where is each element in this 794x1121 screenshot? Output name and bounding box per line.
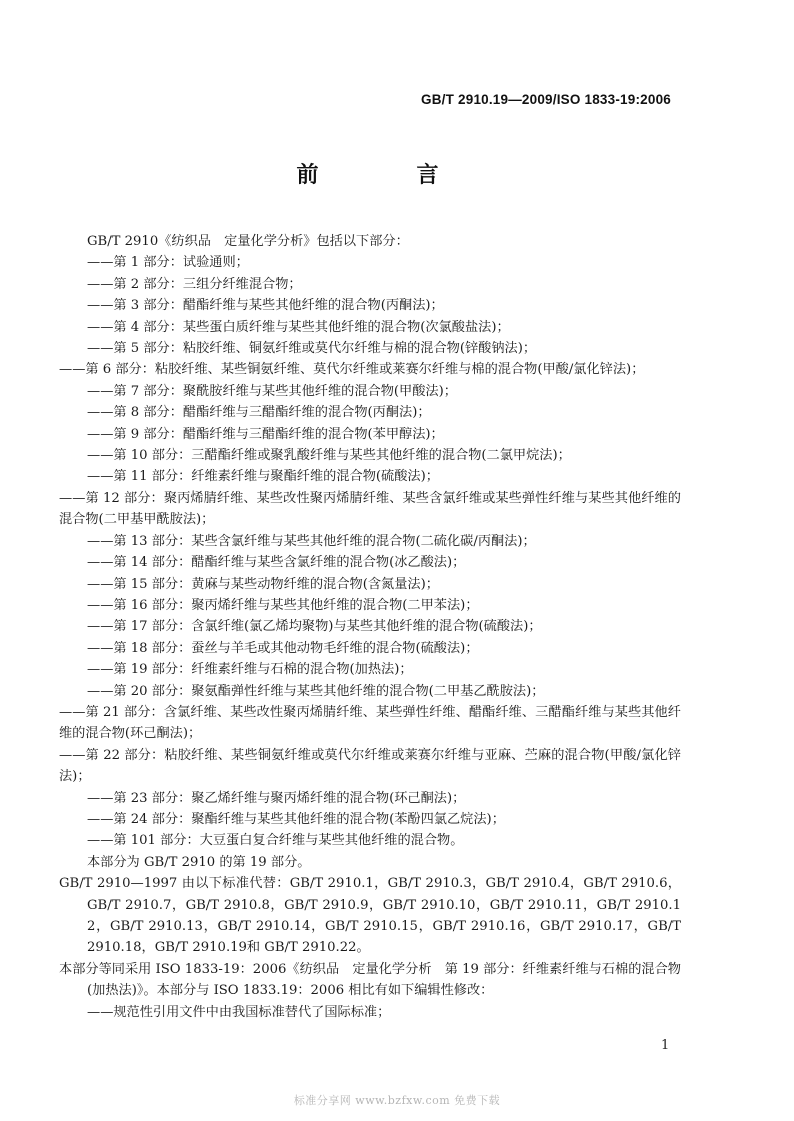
part-item: ——第 16 部分：聚丙烯纤维与某些其他纤维的混合物(二甲苯法)； (87, 597, 479, 613)
part-item: ——第 7 部分：聚酰胺纤维与某些其他纤维的混合物(甲酸法)； (87, 383, 457, 399)
part-item: ——第 101 部分：大豆蛋白复合纤维与某些其他纤维的混合物。 (87, 833, 464, 849)
part-item: ——第 20 部分：聚氨酯弹性纤维与某些其他纤维的混合物(二甲基乙酰胺法)； (87, 683, 545, 699)
body-paragraph: ——规范性引用文件中由我国标准替代了国际标准； (87, 1004, 391, 1020)
part-item: ——第 24 部分：聚酯纤维与某些其他纤维的混合物(苯酚四氯乙烷法)； (87, 811, 505, 827)
part-item: ——第 3 部分：醋酯纤维与某些其他纤维的混合物(丙酮法)； (87, 298, 444, 314)
parts-list (59, 252, 681, 851)
part-item: ——第 14 部分：醋酯纤维与某些含氯纤维的混合物(冰乙酸法)； (87, 555, 466, 571)
page-number: 1 (661, 1038, 670, 1053)
part-item: ——第 15 部分：黄麻与某些动物纤维的混合物(含氮量法)； (87, 576, 439, 592)
part-item: ——第 1 部分：试验通则； (87, 255, 249, 271)
part-item: ——第 17 部分：含氯纤维(氯乙烯均聚物)与某些其他纤维的混合物(硫酸法)； (87, 619, 542, 635)
intro-paragraph: GB/T 2910《纺织品 定量化学分析》包括以下部分： (87, 234, 409, 249)
part-item: ——第 8 部分：醋酯纤维与三醋酯纤维的混合物(丙酮法)； (87, 405, 431, 421)
part-item: ——第 9 部分：醋酯纤维与三醋酯纤维的混合物(苯甲醇法)； (87, 426, 444, 442)
part-item: ——第 22 部分：粘胶纤维、某些铜氨纤维或莫代尔纤维或莱赛尔纤维与亚麻、苎麻的混合物(甲酸/氯化锌法)； (59, 747, 681, 785)
part-item: ——第 4 部分：某些蛋白质纤维与某些其他纤维的混合物(次氯酸盐法)； (87, 319, 510, 335)
part-item: ——第 5 部分：粘胶纤维、铜氨纤维或莫代尔纤维与棉的混合物(锌酸钠法)； (87, 341, 537, 357)
part-item: ——第 21 部分：含氯纤维、某些改性聚丙烯腈纤维、某些弹性纤维、醋酯纤维、三醋酯纤维与某些其他纤维的混合物(环己酮法)； (59, 704, 681, 742)
part-item: ——第 6 部分：粘胶纤维、某些铜氨纤维、莫代尔纤维或莱赛尔纤维与棉的混合物(甲酸/氯化锌法)； (59, 362, 645, 378)
part-item: ——第 13 部分：某些含氯纤维与某些其他纤维的混合物(二硫化碳/丙酮法)； (87, 533, 536, 549)
page-title: 前 言 (296, 163, 477, 188)
body-paragraph: 本部分等同采用 ISO 1833-19：2006《纺织品 定量化学分析 第 19 部分：纤维素纤维与石棉的混合物(加热法)》。本部分与 ISO 1833.19：2006 相比有如下编辑性修改： (59, 961, 681, 999)
watermark-footer: 标准分享网 www.bzfxw.com 免费下载 (293, 1094, 501, 1107)
standard-code: GB/T 2910.19—2009/ISO 1833-19:2006 (421, 92, 671, 107)
part-item: ——第 11 部分：纤维素纤维与聚酯纤维的混合物(硫酸法)； (87, 469, 439, 485)
part-item: ——第 19 部分：纤维素纤维与石棉的混合物(加热法)； (87, 662, 413, 678)
part-item: ——第 23 部分：聚乙烯纤维与聚丙烯纤维的混合物(环己酮法)； (87, 790, 466, 806)
part-item: ——第 2 部分：三组分纤维混合物； (87, 276, 302, 292)
part-item: ——第 18 部分：蚕丝与羊毛或其他动物毛纤维的混合物(硫酸法)； (87, 640, 479, 656)
part-item: ——第 12 部分：聚丙烯腈纤维、某些改性聚丙烯腈纤维、某些含氯纤维或某些弹性纤维与某些其他纤维的混合物(二甲基甲酰胺法)； (59, 490, 681, 528)
body-paragraph: 本部分为 GB/T 2910 的第 19 部分。 (87, 854, 311, 870)
body-paragraph: GB/T 2910—1997 由以下标准代替：GB/T 2910.1，GB/T 2910.3，GB/T 2910.4，GB/T 2910.6，GB/T 2910.7，GB/T 2910.8，GB/T 2910.9，GB/T 2910.10，GB/T 2910.11，GB/T 2910.12，GB/T 2910.13，GB/T 2910.14，GB/T 2910.15，GB/T 2910.16，GB/T 2910.17，GB/T 2910.18，GB/T 2910.19和 GB/T 2910.22。 (59, 876, 681, 956)
part-item: ——第 10 部分：三醋酯纤维或聚乳酸纤维与某些其他纤维的混合物(二氯甲烷法)； (87, 448, 571, 464)
body-text (59, 231, 681, 1023)
